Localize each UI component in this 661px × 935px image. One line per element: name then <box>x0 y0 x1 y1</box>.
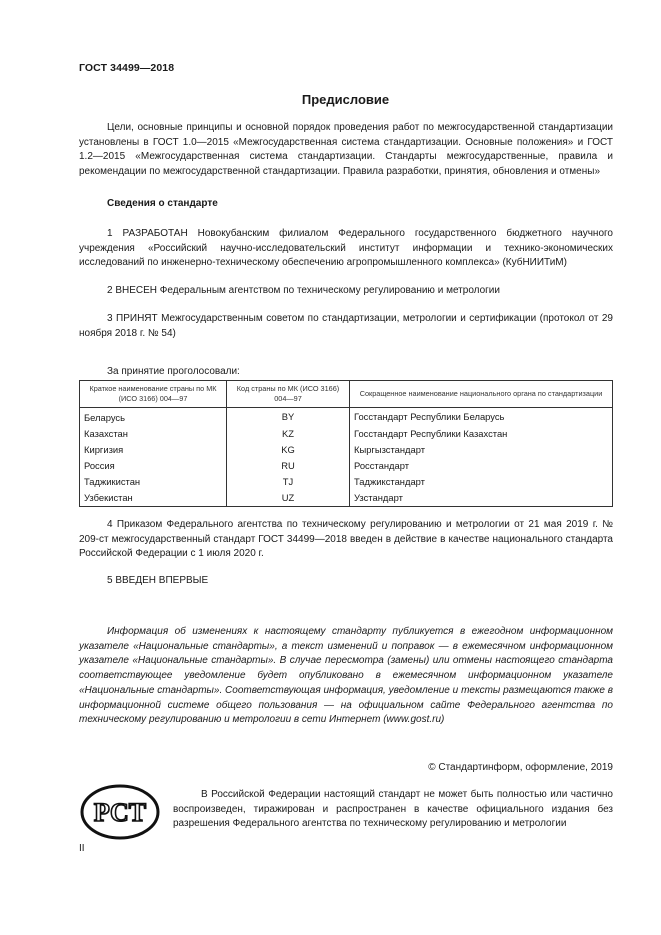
pct-logo-icon <box>79 783 161 841</box>
page-number: II <box>79 843 85 854</box>
country-name: Таджикистан <box>80 474 227 490</box>
table-row <box>80 442 613 458</box>
country-code: BY <box>227 408 350 427</box>
country-code: KZ <box>227 426 350 442</box>
national-body: Госстандарт Республики Казахстан <box>350 426 613 442</box>
country-code: RU <box>227 458 350 474</box>
country-code: TJ <box>227 474 350 490</box>
table-row <box>80 458 613 474</box>
vote-table <box>79 380 613 507</box>
table-row <box>80 474 613 490</box>
country-code: KG <box>227 442 350 458</box>
country-name: Беларусь <box>80 408 227 427</box>
intro-paragraph: Цели, основные принципы и основной порядок проведения работ по межгосударственной стандартизации установлены в ГОСТ 1.0—2015 «Межгосударственная система стандартизации. Основные положения» и ГОСТ 1.2—2015 «Межгосударственная система стандартизации. Стандарты межгосударственные, правила и рекомендации по межгосударственной стандартизации. Правила разработки, принятия, обновления и отмены» <box>79 122 613 177</box>
logo-text: РСТ <box>93 798 147 827</box>
table-row <box>80 426 613 442</box>
national-body: Кыргызстандарт <box>350 442 613 458</box>
national-body: Госстандарт Республики Беларусь <box>350 408 613 427</box>
national-body: Росстандарт <box>350 458 613 474</box>
change-info-note: Информация об изменениях к настоящему стандарту публикуется в ежегодном информационном указателе «Национальные стандарты», а текст изменений и поправок — в ежемесячном информационном указателе «Национальные стандарты». В случае пересмотра (замены) или отмены настоящего стандарта соответствующее уведомление будет опубликовано в ежемесячном информационном указателе «Национальные стандарты». Соответствующая информация, уведомление и тексты размещаются также в информационной системе общего пользования — на официальном сайте Федерального агентства по техническому регулированию и метрологии в сети Интернет (www.gost.ru) <box>79 626 613 726</box>
country-name: Узбекистан <box>80 490 227 507</box>
item-adopted: 3 ПРИНЯТ Межгосударственным советом по стандартизации, метрологии и сертификации (протокол от 29 ноября 2018 г. № 54) <box>79 313 613 339</box>
country-name: Казахстан <box>80 426 227 442</box>
page-title: Предисловие <box>301 92 390 107</box>
item-developed: 1 РАЗРАБОТАН Новокубанским филиалом Федерального государственного бюджетного научного учреждения «Российский научно-исследовательский институт информации и технико-экономических исследований по инженерно-техническому обеспечению агропромышленного комплекса» (КубНИИТиМ) <box>79 228 613 269</box>
table-header-row <box>80 381 613 408</box>
table-row <box>80 408 613 427</box>
vote-caption: За принятие проголосовали: <box>107 366 240 377</box>
section-heading: Сведения о стандарте <box>107 198 218 209</box>
national-body: Таджикстандарт <box>350 474 613 490</box>
document-id: ГОСТ 34499—2018 <box>79 62 175 74</box>
header-country-name: Краткое наименование страны по МК (ИСО 3166) 004—97 <box>80 381 227 408</box>
header-national-body: Сокращенное наименование национального органа по стандартизации <box>350 381 613 408</box>
national-body: Узстандарт <box>350 490 613 507</box>
country-name: Россия <box>80 458 227 474</box>
country-code: UZ <box>227 490 350 507</box>
copyright-line: © Стандартинформ, оформление, 2019 <box>428 762 613 773</box>
header-country-code: Код страны по МК (ИСО 3166) 004—97 <box>227 381 350 408</box>
item-submitted: 2 ВНЕСЕН Федеральным агентством по техническому регулированию и метрологии <box>107 285 500 296</box>
legal-notice: В Российской Федерации настоящий стандарт не может быть полностью или частично воспроизведен, тиражирован и распространен в качестве официального издания без разрешения Федерального агентства по техническому регулированию и метрологии <box>173 789 613 830</box>
item-first-introduced: 5 ВВЕДЕН ВПЕРВЫЕ <box>107 575 209 586</box>
country-name: Киргизия <box>80 442 227 458</box>
table-row <box>80 490 613 507</box>
item-enacted: 4 Приказом Федерального агентства по техническому регулированию и метрологии от 21 мая 2019 г. № 209-ст межгосударственный стандарт ГОСТ 34499—2018 введен в действие в качестве национального стандарта Российской Федерации с 1 июля 2020 г. <box>79 519 613 560</box>
